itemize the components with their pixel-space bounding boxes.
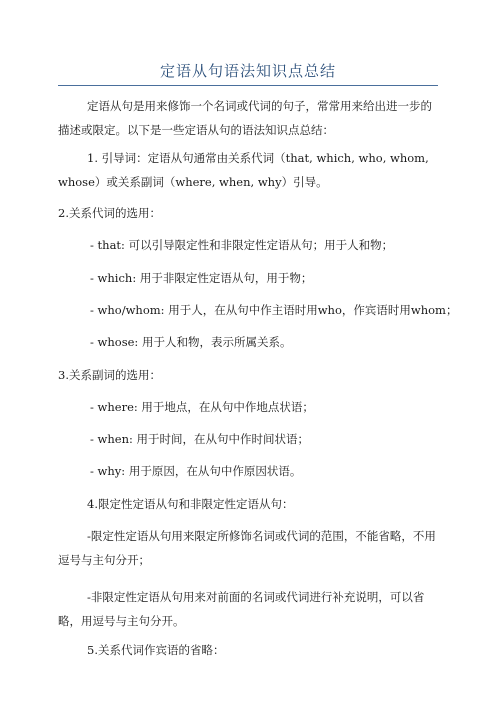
point-2-item: - that: 可以引导限定性和非限定性定语从句；用于人和物；	[90, 238, 394, 252]
point-2-item: - who/whom: 用于人，在从句中作主语时用who，作宾语时用whom；	[90, 303, 458, 317]
point-5-heading: 5.关系代词作宾语的省略：	[87, 643, 225, 657]
point-2-heading: 2.关系代词的选用：	[58, 206, 161, 220]
point-3-item: - when: 用于时间，在从句中作时间状语；	[90, 432, 310, 446]
point-4-item: -非限定性定语从句用来对前面的名词或代词进行补充说明，可以省略，用逗号与主句分开。	[58, 590, 425, 628]
point-1-paragraph: 1. 引导词：定语从句通常由关系代词（that, which, who, whom, whose）或关系副词（where, when, why）引导。	[58, 151, 429, 189]
title-divider	[58, 85, 438, 86]
document-title: 定语从句语法知识点总结	[159, 62, 336, 80]
point-4-heading: 4.限定性定语从句和非限定性定语从句：	[87, 497, 294, 511]
intro-paragraph: 定语从句是用来修饰一个名词或代词的句子，常常用来给出进一步的描述或限定。以下是一些定语从句的语法知识点总结：	[58, 99, 432, 137]
point-3-item: - why: 用于原因，在从句中作原因状语。	[90, 464, 302, 478]
point-2-item: - which: 用于非限定性定语从句，用于物；	[90, 271, 313, 285]
point-2-item: - whose: 用于人和物，表示所属关系。	[90, 335, 292, 349]
point-3-item: - where: 用于地点，在从句中作地点状语；	[90, 400, 314, 414]
point-4-item: -限定性定语从句用来限定所修饰名词或代词的范围，不能省略，不用逗号与主句分开；	[58, 529, 436, 567]
point-3-heading: 3.关系副词的选用：	[58, 368, 161, 382]
